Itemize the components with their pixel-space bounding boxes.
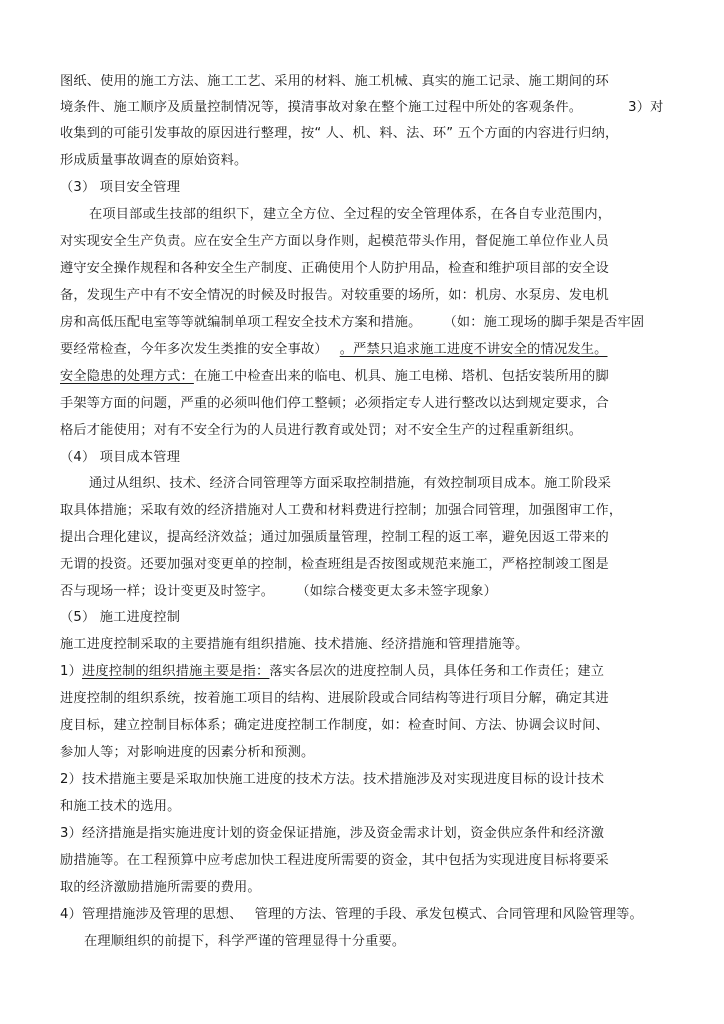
text-line: 取具体措施；采取有效的经济措施对人工费和材料费进行控制；加强合同管理，加强图审工作，	[60, 503, 623, 518]
text-line: 手架等方面的问题，严重的必须叫他们停工整顿；必须指定专人进行整改以达到规定要求，合	[60, 396, 609, 411]
text-line: 励措施等。在工程预算中应考虑加快工程进度所需要的资金，其中包括为实现进度目标将要采	[60, 853, 609, 868]
text-line: 3）经济措施是指实施进度计划的资金保证措施，涉及资金需求计划，资金供应条件和经济激	[60, 826, 605, 841]
text-line: 在理顺组织的前提下，科学严谨的管理显得十分重要。	[84, 934, 406, 949]
text-line: 形成质量事故调查的原始资料。	[60, 153, 248, 168]
text-line: 无谓的投资。还要加强对变更单的控制，检查班组是否按图或规范来施工，严格控制竣工图是	[60, 557, 609, 572]
section-heading: （5） 施工进度控制	[60, 610, 181, 625]
text-run: 境条件、施工顺序及质量控制情况等，摸清事故对象在整个施工过程中所处的客观条件。	[60, 100, 583, 115]
section-heading: （4） 项目成本管理	[60, 450, 181, 465]
list-marker: 3）对	[628, 100, 664, 115]
text-run: 在施工中检查出来的临电、机具、施工电梯、塔机、包括安装所用的脚	[193, 369, 609, 384]
emphasis-text: 安全隐患的处理方式：	[60, 369, 194, 384]
text-run: 否与现场一样；设计变更及时签字。	[60, 584, 275, 599]
text-line: 对实现安全生产负责。应在安全生产方面以身作则，起模范带头作用，督促施工单位作业人员	[60, 234, 609, 249]
text-run: 要经常检查，今年多次发生类推的安全事故）	[60, 342, 328, 357]
text-line: 收集到的可能引发事故的原因进行整理，按“ 人、机、料、法、环” 五个方面的内容进行归纳，	[60, 126, 619, 141]
emphasis-text: 。严禁只追求施工进度不讲安全的情况发生。	[339, 342, 608, 357]
text-line	[60, 97, 663, 119]
text-line: 图纸、使用的施工方法、施工工艺、采用的材料、施工机械、真实的施工记录、施工期间的环	[60, 74, 609, 89]
text-line	[60, 312, 644, 334]
text-line: 通过从组织、技术、经济合同管理等方面采取控制措施，有效控制项目成本。施工阶段采	[89, 476, 612, 491]
text-run: （如：施工现场的脚手架是否牢固	[443, 315, 645, 330]
text-line	[60, 904, 643, 926]
text-line: 度目标，建立控制目标体系；确定进度控制工作制度，如：检查时间、方法、协调会议时间、	[60, 718, 609, 733]
text-line: 遵守安全操作规程和各种安全生产制度、正确使用个人防护用品，检查和维护项目部的安全设	[60, 261, 609, 276]
text-line: 进度控制的组织系统，按着施工项目的结构、进展阶段或合同结构等进行项目分解，确定其进	[60, 691, 609, 706]
text-run: 落实各层次的进度控制人员，具体任务和工作责任；建立	[269, 664, 605, 679]
text-line	[60, 661, 604, 683]
text-run: 房和高低压配电室等等就编制单项工程安全技术方案和措施。	[60, 315, 422, 330]
text-run: 管理的方法、管理的手段、承发包模式、合同管理和风险管理等。	[254, 907, 643, 922]
list-marker: 1）	[60, 664, 82, 679]
text-line: 在项目部或生技部的组织下，建立全方位、全过程的安全管理体系，在各自专业范围内，	[89, 207, 612, 222]
emphasis-text: 进度控制的组织措施主要是指：	[81, 664, 270, 679]
text-line: 2）技术措施主要是采取加快施工进度的技术方法。技术措施涉及对实现进度目标的设计技术	[60, 772, 605, 787]
section-heading: （3） 项目安全管理	[60, 180, 181, 195]
text-line	[60, 581, 497, 603]
text-line	[60, 366, 609, 388]
text-line: 格后才能使用；对有不安全行为的人员进行教育或处罚；对不安全生产的过程重新组织。	[60, 423, 583, 438]
text-line: 参加人等；对影响进度的因素分析和预测。	[60, 745, 315, 760]
text-line: 提出合理化建议，提高经济效益；通过加强质量管理，控制工程的返工率，避免因返工带来的	[60, 530, 609, 545]
text-line	[60, 339, 608, 361]
text-run: 4）管理措施涉及管理的思想、	[60, 907, 243, 922]
text-line: 施工进度控制采取的主要措施有组织措施、技术措施、经济措施和管理措施等。	[60, 637, 529, 652]
text-line: 取的经济激励措施所需要的费用。	[60, 880, 261, 895]
text-line: 备，发现生产中有不安全情况的时候及时报告。对较重要的场所，如：机房、水泵房、发电机	[60, 288, 609, 303]
text-line: 和施工技术的选用。	[60, 799, 181, 814]
text-run: （如综合楼变更太多未签字现象）	[296, 584, 498, 599]
